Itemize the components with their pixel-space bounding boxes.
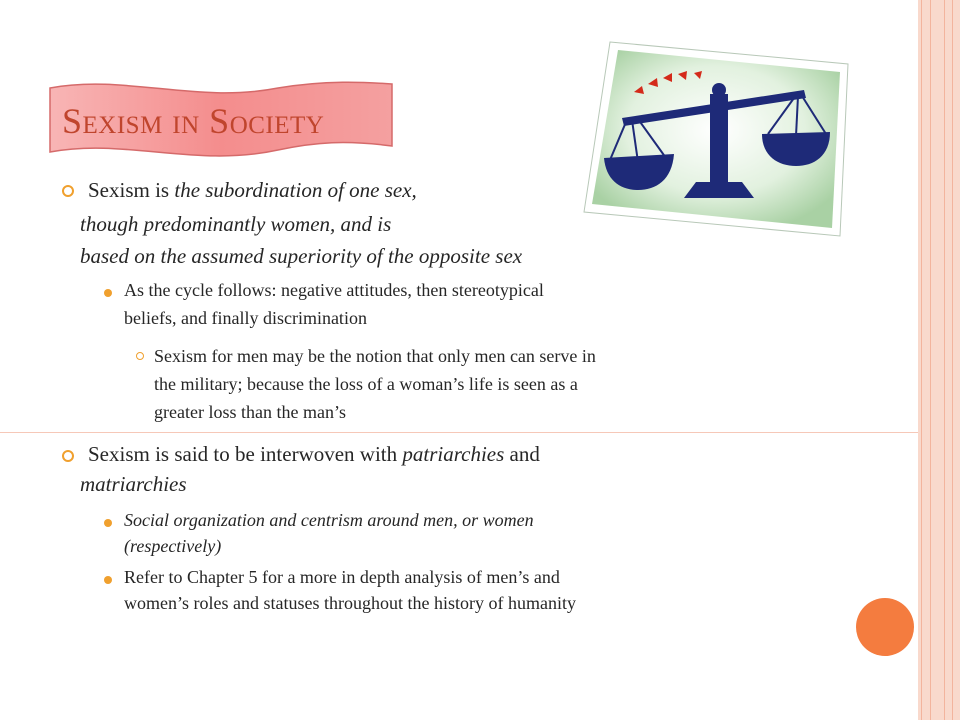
bullet-1-line-3: based on the assumed superiority of the opposite sex [80,244,523,268]
bullet-marker [62,185,74,197]
border-line [952,0,953,720]
page-title: Sexism in Society [62,101,325,141]
sub-bullet-2-line-1: Social organization and centrism around men, or women [124,510,534,530]
divider-line [0,432,918,433]
balance-scale-icon [582,40,852,238]
bullet-1-line-1: Sexism is the subordination of one sex, [88,178,417,202]
bullet-marker [62,450,74,462]
sub-sub-bullet-line-3: greater loss than the man’s [154,402,346,422]
sub-sub-bullet-marker [136,352,144,360]
sub-bullet-marker [104,519,112,527]
sub-sub-bullet-line-2: the military; because the loss of a woman’s life is seen as a [154,374,578,394]
sub-bullet-3-line-1: Refer to Chapter 5 for a more in depth analysis of men’s and [124,567,560,587]
bullet-2-line-2: matriarchies [80,472,187,496]
border-line [930,0,931,720]
border-line [944,0,945,720]
right-border [918,0,960,720]
border-line [921,0,922,720]
bullet-2-line-1: Sexism is said to be interwoven with patriarchies and [88,442,540,466]
bullet-1-line-2: though predominantly women, and is [80,212,392,236]
sub-bullet-1-line-2: beliefs, and finally discrimination [124,308,367,328]
sub-sub-bullet-line-1: Sexism for men may be the notion that only men can serve in [154,346,596,366]
sub-bullet-marker [104,576,112,584]
sub-bullet-3-line-2: women’s roles and statuses throughout the history of humanity [124,593,576,613]
sub-bullet-2-line-2: (respectively) [124,536,222,556]
sub-bullet-marker [104,289,112,297]
sub-bullet-1-line-1: As the cycle follows: negative attitudes, then stereotypical [124,280,544,300]
decorative-circle [856,598,914,656]
